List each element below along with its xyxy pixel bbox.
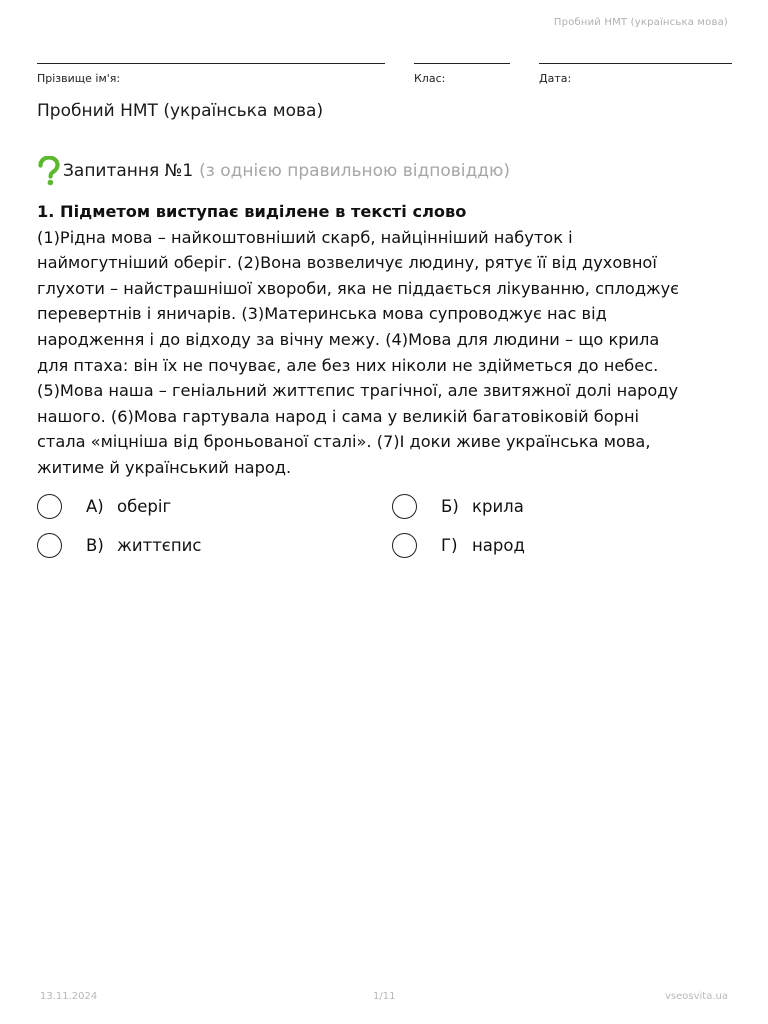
name-field-line[interactable] — [37, 63, 385, 64]
option-v-radio[interactable] — [37, 533, 62, 558]
document-title: Пробний НМТ (українська мова) — [37, 101, 324, 121]
question-text: (1)Рідна мова – найкоштовніший скарб, найцінніший набуток і наймогутніший оберіг. (2)Вона возвеличує людину, рятує її від духовної глухоти – найстрашнішої хвороби, яка не піддається лікуванню, сплоджує перевертнів і яничарів. (3)Материнська мова супроводжує нас від народження і до відходу за вічну межу. (4)Мова для людини – що крила для птаха: він їх не почуває, але без них ніколи не здійметься до небес. (5)Мова наша – геніальний життєпис трагічної, але звитяжної долі народу нашого. (6)Мова гартувала народ і сама у великій багатовіковій борні стала «міцніша від броньованої сталі». (7)І доки живе українська мова, житиме й український народ. — [37, 227, 680, 477]
option-b-radio[interactable] — [392, 494, 417, 519]
option-g[interactable] — [392, 531, 525, 559]
option-g-letter: Г) — [441, 535, 458, 555]
date-field-line[interactable] — [539, 63, 732, 64]
date-field-label: Дата: — [539, 72, 572, 85]
question-type: (з однією правильною відповіддю) — [199, 161, 510, 181]
class-field-label: Клас: — [414, 72, 446, 85]
question-block — [37, 199, 737, 481]
option-v-text: життєпис — [117, 535, 202, 555]
footer-date: 13.11.2024 — [40, 991, 98, 1002]
question-mark-icon — [37, 156, 61, 186]
running-header-title: Пробний НМТ (українська мова) — [553, 17, 728, 28]
option-b-text: крила — [472, 496, 524, 516]
option-g-radio[interactable] — [392, 533, 417, 558]
option-b-letter: Б) — [441, 496, 459, 516]
option-b[interactable] — [392, 492, 524, 520]
option-v[interactable] — [37, 531, 201, 559]
question-title: 1. Підметом виступає виділене в тексті слово — [37, 202, 467, 221]
question-heading — [37, 156, 510, 186]
option-a[interactable] — [37, 492, 171, 520]
footer-site: vseosvita.ua — [665, 991, 728, 1002]
option-g-text: народ — [472, 535, 525, 555]
footer-page-number: 1/11 — [373, 991, 396, 1002]
name-field-label: Прізвище ім'я: — [37, 72, 121, 85]
option-a-radio[interactable] — [37, 494, 62, 519]
option-a-letter: А) — [86, 496, 104, 516]
question-label: Запитання №1 — [63, 161, 194, 181]
option-a-text: оберіг — [117, 496, 172, 516]
class-field-line[interactable] — [414, 63, 510, 64]
option-v-letter: В) — [86, 535, 104, 555]
